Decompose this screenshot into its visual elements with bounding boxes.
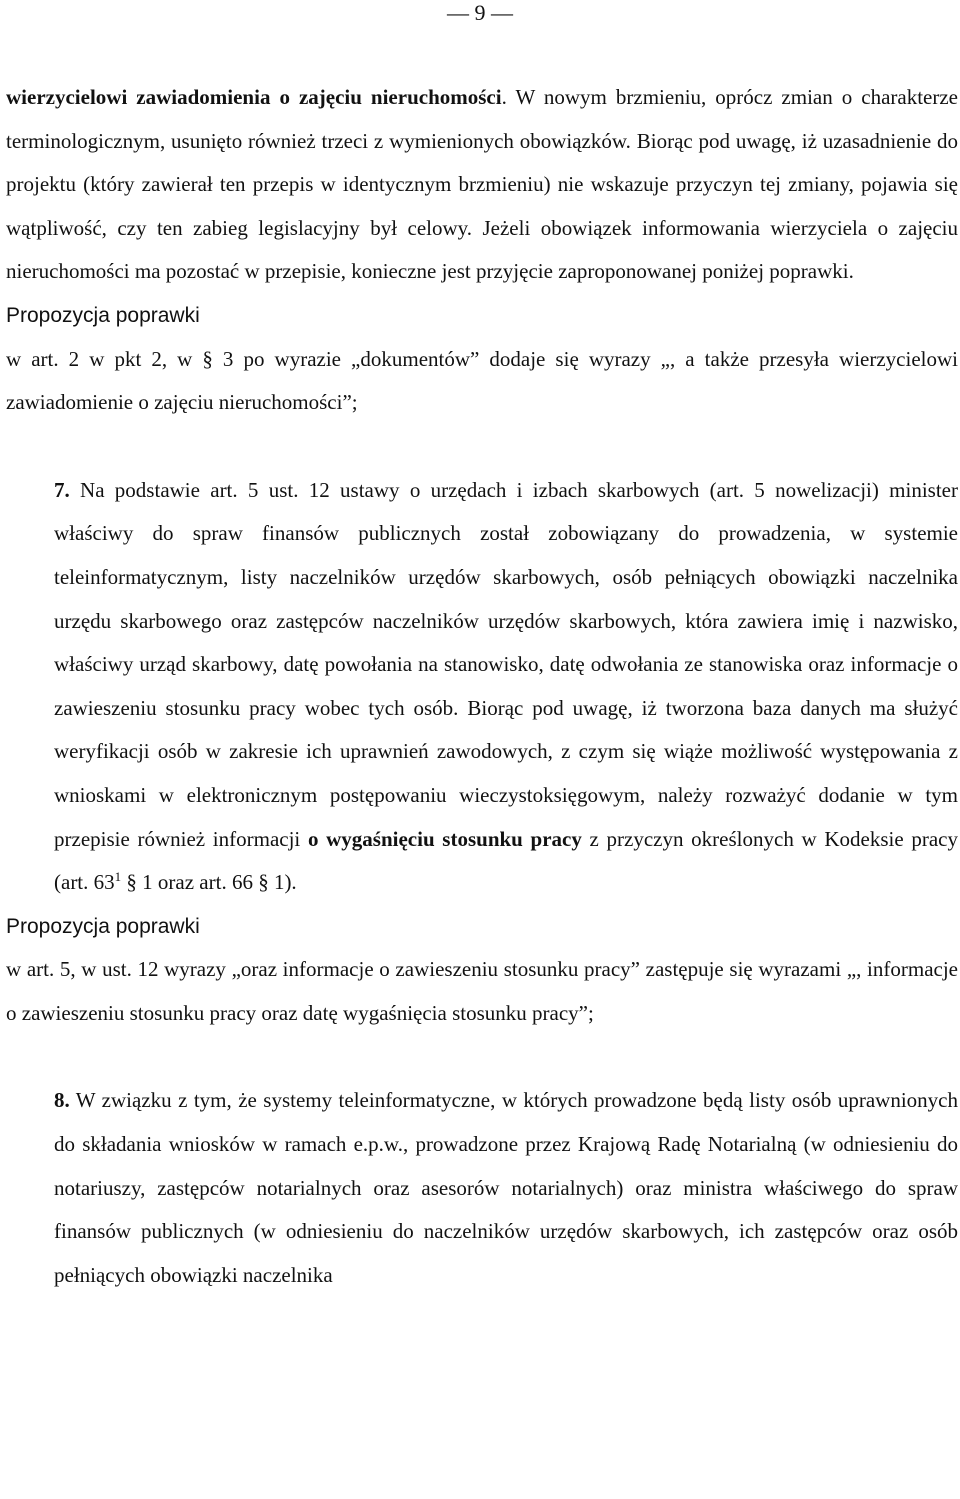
paragraph-text: . W nowym brzmieniu, oprócz zmian o charakterze terminologicznym, usunięto również trzeci z wymienionych obowiązków. Biorąc pod uwagę, iż uzasadnienie do projektu (który zawierał ten przepis w identycznym brzmieniu) nie wskazuje przyczyn tej zmiany, pojawia się wątpliwość, czy ten zabieg legislacyjny był celowy. Jeżeli obowiązek informowania wierzyciela o zajęciu nieruchomości ma pozostać w przepisie, konieczne jest przyjęcie zaproponowanej poniżej poprawki.	[6, 85, 958, 284]
point-text: § 1 oraz art. 66 § 1).	[121, 870, 297, 895]
point-text: z przyczyn określonych w Kodeksie pracy (art. 63	[54, 826, 958, 895]
point-text: W związku z tym, że systemy teleinformatyczne, w których prowadzone będą listy osób uprawnionych do składania wniosków w ramach e.p.w., prowadzone przez Krajową Radę Notarialną (w odniesieniu do notariuszy, zastępców notarialnych oraz asesorów notarialnych) oraz ministra właściwego do spraw finansów publicznych (w odniesieniu do naczelników urzędów skarbowych, ich zastępców oraz osób pełniących obowiązki naczelnika	[54, 1088, 958, 1287]
spacer	[6, 1035, 958, 1079]
amendment-text: w art. 5, w ust. 12 wyrazy „oraz informacje o zawieszeniu stosunku pracy” zastępuje się wyrazami „, informacje o zawieszeniu stosunku pracy oraz datę wygaśnięcia stosunku pracy”;	[6, 957, 958, 1025]
spacer	[6, 425, 958, 469]
amendment-heading: Propozycja poprawki	[6, 303, 200, 327]
amendment-text: w art. 2 w pkt 2, w § 3 po wyrazie „dokumentów” dodaje się wyrazy „, a także przesyła wierzycielowi zawiadomienie o zajęciu nieruchomości”;	[6, 346, 958, 415]
page-number: — 9 —	[447, 0, 513, 25]
bold-phrase: wierzycielowi zawiadomienia o zajęciu nieruchomości	[6, 85, 502, 109]
bold-phrase: o wygaśnięciu stosunku pracy	[307, 826, 582, 851]
point-number: 8.	[54, 1088, 70, 1113]
point-text: Na podstawie art. 5 ust. 12 ustawy o urzędach i izbach skarbowych (art. 5 nowelizacji) minister właściwy do spraw finansów publicznych został zobowiązany do prowadzenia, w systemie teleinformatycznym, listy naczelników urzędów skarbowych, osób pełniących obowiązki naczelnika urzędu skarbowego oraz zastępców naczelników urzędów skarbowych, która zawiera imię i nazwisko, właściwy urząd skarbowy, datę powołania na stanowisko, datę odwołania ze stanowiska oraz informacje o zawieszeniu stosunku pracy wobec tych osób. Biorąc pod uwagę, iż tworzona baza danych ma służyć weryfikacji osób w zakresie ich uprawnień zawodowych, z czym się wiąże możliwość występowania z wnioskami w elektronicznym postępowaniu wieczystoksięgowym, należy rozważyć dodanie w tym przepisie również informacji	[54, 477, 958, 851]
document-body	[6, 76, 958, 1297]
point-number: 7.	[54, 477, 70, 502]
point-8	[6, 1079, 958, 1297]
amendment-heading: Propozycja poprawki	[6, 914, 200, 938]
paragraph-intro	[6, 76, 958, 294]
point-7	[6, 469, 958, 905]
superscript: 1	[114, 869, 122, 885]
